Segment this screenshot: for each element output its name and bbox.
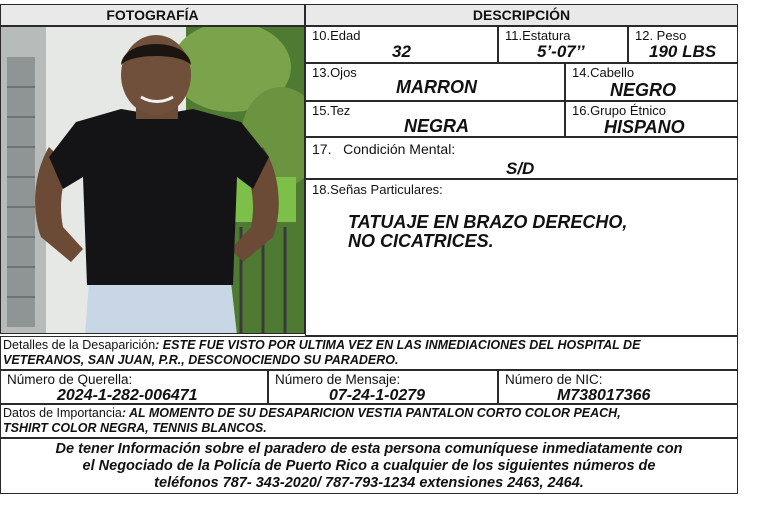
mensaje-label: Número de Mensaje: <box>275 372 401 387</box>
field-value: 5’-07’’ <box>537 42 585 61</box>
field-label: 17. Condición Mental: <box>312 141 456 157</box>
importancia-label: Datos de Importancia <box>3 406 122 420</box>
desaparicion-text-1: : ESTE FUE VISTO POR ULTIMA VEZ EN LAS INMEDIACIONES DEL HOSPITAL DE <box>155 338 641 352</box>
querella-label: Número de Querella: <box>7 372 133 387</box>
field-label: 11.Estatura <box>505 28 571 43</box>
senas-line-2: NO CICATRICES. <box>348 231 494 251</box>
field-value: HISPANO <box>604 117 685 137</box>
field-label: 16.Grupo Étnico <box>572 103 666 118</box>
nic-label: Número de NIC: <box>505 372 603 387</box>
detalles-desaparicion <box>0 336 738 370</box>
field-tez <box>305 101 565 137</box>
datos-importancia <box>0 404 738 438</box>
field-label: 14.Cabello <box>572 65 635 80</box>
senas-line-1: TATUAJE EN BRAZO DERECHO, <box>348 212 628 232</box>
contact-line-2: el Negociado de la Policía de Puerto Rico a cualquier de los siguientes números de <box>82 458 656 474</box>
numero-nic <box>498 370 738 404</box>
field-label: 18.Señas Particulares: <box>312 182 443 197</box>
importancia-text-2: TSHIRT COLOR NEGRA, TENNIS BLANCOS. <box>3 421 267 435</box>
field-value: MARRON <box>396 77 477 97</box>
numero-querella <box>0 370 268 404</box>
field-ojos <box>305 63 565 101</box>
contact-line-3: teléfonos 787- 343-2020/ 787-793-1234 extensiones 2463, 2464. <box>154 475 584 491</box>
field-label: 15.Tez <box>312 103 351 118</box>
field-label: 12. Peso <box>635 28 687 43</box>
querella-value: 2024-1-282-006471 <box>57 387 198 404</box>
field-cabello <box>565 63 738 101</box>
description-header: DESCRIPCIÓN <box>305 4 738 26</box>
field-peso <box>628 26 738 63</box>
nic-value: M738017366 <box>557 387 651 404</box>
importancia-text-1: : AL MOMENTO DE SU DESAPARICION VESTIA PANTALON CORTO COLOR PEACH, <box>121 406 621 420</box>
numero-mensaje <box>268 370 498 404</box>
mensaje-value: 07-24-1-0279 <box>329 387 426 404</box>
desaparicion-label: Detalles de la Desaparición <box>3 338 156 352</box>
field-grupo-etnico <box>565 101 738 137</box>
field-value: NEGRO <box>610 80 677 100</box>
field-estatura <box>498 26 628 63</box>
desaparicion-text-2: VETERANOS, SAN JUAN, P.R., DESCONOCIENDO SU PARADERO. <box>3 353 399 367</box>
field-edad <box>305 26 498 63</box>
missing-person-photo <box>0 26 305 334</box>
field-label: 10.Edad <box>312 28 361 43</box>
contact-line-1: De tener Información sobre el paradero de esta persona comuníquese inmediatamente con <box>55 441 683 457</box>
field-condicion-mental <box>305 137 738 179</box>
field-label: 13.Ojos <box>312 65 357 80</box>
person-photo-illustration <box>1 27 305 334</box>
field-value: S/D <box>506 159 535 178</box>
field-value: NEGRA <box>404 116 470 136</box>
field-value: 190 LBS <box>649 42 717 61</box>
field-value: 32 <box>392 42 411 61</box>
contact-notice <box>0 438 738 494</box>
field-senas-particulares <box>305 179 738 336</box>
photo-header: FOTOGRAFÍA <box>0 4 305 26</box>
